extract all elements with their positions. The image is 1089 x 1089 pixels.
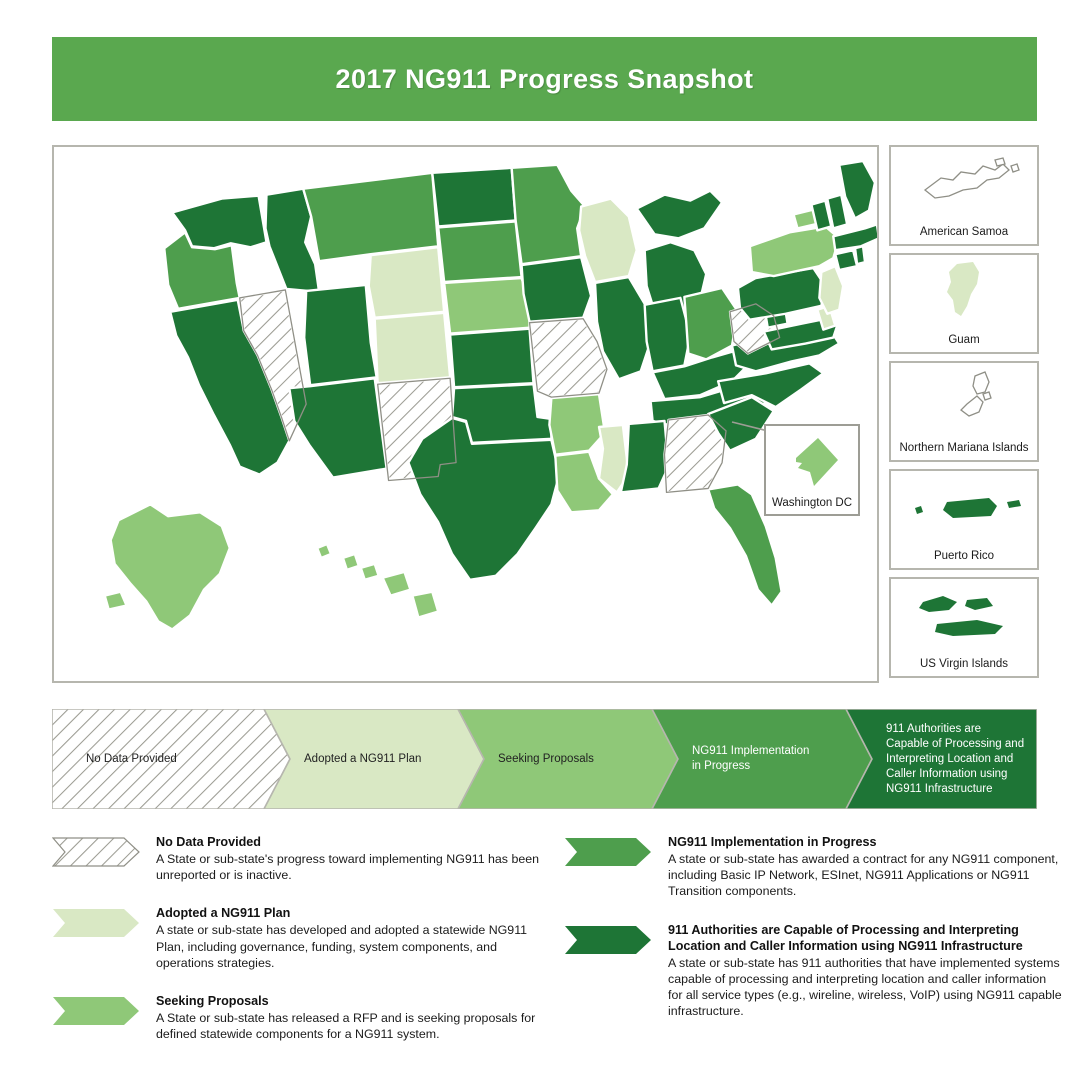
territory-island-shape	[919, 596, 957, 612]
territory-island-shape	[1007, 500, 1021, 508]
legend-swatch-shape	[565, 926, 651, 954]
state-ne	[444, 278, 529, 334]
legend-item	[564, 834, 1064, 900]
guam-shape-icon	[891, 258, 1041, 324]
territory-island-shape	[943, 498, 997, 518]
legend-description: A state or sub-state has developed and adopted a statewide NG911 Plan, including governance, funding, system components, and operations strategies.	[156, 923, 528, 970]
puerto-rico-shape-icon	[891, 474, 1041, 540]
legend-description: A State or sub-state's progress toward implementing NG911 has been unreported or is inactive.	[156, 852, 540, 883]
territory-label: Guam	[948, 333, 980, 346]
territory-inset-northern-mariana-islands	[889, 361, 1039, 462]
state-mo	[530, 319, 607, 397]
us-map-panel	[52, 145, 879, 683]
legend-text	[156, 905, 552, 971]
state-pa	[738, 268, 825, 320]
northern-mariana-shape-icon	[891, 366, 1041, 432]
legend-text	[156, 993, 552, 1042]
territory-label: Northern Mariana Islands	[899, 441, 1029, 454]
state-ak	[105, 504, 230, 629]
state-mn	[512, 165, 585, 264]
progress-segment-label-2	[304, 752, 480, 767]
legend-swatch-shape	[53, 997, 139, 1025]
progress-segment-label-line: NG911 Implementation	[692, 745, 810, 757]
state-ks	[450, 329, 533, 388]
american-samoa-shape-icon	[891, 150, 1041, 216]
state-sd	[438, 221, 521, 282]
state-ma	[833, 224, 877, 250]
territory-label: Puerto Rico	[933, 549, 995, 562]
legend-item	[52, 905, 552, 971]
legend-swatch-no-data	[52, 837, 140, 867]
territory-island-shape	[1011, 164, 1019, 172]
state-nj	[819, 266, 843, 314]
legend-title: Seeking Proposals	[156, 994, 269, 1009]
legend-column-left	[52, 834, 552, 1064]
dc-shape-icon	[788, 436, 840, 488]
legend-title: Adopted a NG911 Plan	[156, 906, 291, 921]
territory-island-shape	[935, 620, 1003, 636]
territory-island-shape	[995, 158, 1005, 166]
us-choropleth-map	[54, 147, 877, 681]
territory-island-shape	[965, 598, 993, 610]
state-tx	[408, 418, 559, 580]
legend-swatch-shape	[53, 838, 139, 866]
progress-stage-bar	[52, 709, 1037, 809]
state-hi	[317, 544, 438, 617]
territory-island-shape	[947, 262, 979, 316]
legend-title: 911 Authorities are Capable of Processing and Interpreting Location and Caller Information using NG911 Infrastructure	[668, 922, 1023, 953]
legend-swatch-shape	[565, 838, 651, 866]
legend-swatch-shape	[53, 909, 139, 937]
territory-island-shape	[973, 372, 989, 394]
dc-callout-label: Washington DC	[771, 497, 853, 509]
state-ia	[522, 257, 591, 322]
progress-segment-label-3	[498, 752, 674, 767]
state-oh	[684, 288, 738, 359]
territory-inset-us-virgin-islands	[889, 577, 1039, 678]
territory-label: American Samoa	[919, 225, 1009, 238]
legend-description: A state or sub-state has awarded a contract for any NG911 component, including Basic IP Network, ESInet, NG911 Applications or NG911 Transition components.	[668, 852, 1059, 899]
state-co	[375, 313, 450, 383]
legend-title: NG911 Implementation in Progress	[668, 835, 877, 849]
legend-title: No Data Provided	[156, 835, 261, 849]
territory-label: US Virgin Islands	[920, 657, 1008, 670]
legend-item	[564, 922, 1064, 1020]
legend-text	[156, 834, 552, 883]
state-wi	[579, 199, 637, 282]
legend-column-right	[564, 834, 1064, 1041]
territory-inset-guam	[889, 253, 1039, 354]
state-al	[621, 421, 669, 492]
legend-description: A State or sub-state has released a RFP and is seeking proposals for defined statewide components for a NG911 system.	[156, 1011, 536, 1042]
progress-segment-label-line: Caller Information using	[886, 768, 1008, 780]
progress-segment-label-line: Interpreting Location and	[886, 753, 1014, 765]
state-ri	[855, 246, 865, 264]
legend-swatch-seeking-proposals	[52, 996, 140, 1026]
state-in	[645, 298, 691, 371]
territory-inset-american-samoa	[889, 145, 1039, 246]
territory-island-shape	[961, 396, 983, 416]
legend-text	[668, 922, 1064, 1020]
progress-segment-label-line: 911 Authorities are	[886, 723, 982, 735]
state-ut	[304, 285, 376, 385]
state-nd	[432, 168, 515, 227]
territory-island-shape	[915, 506, 923, 514]
progress-segment-label-1	[86, 752, 306, 767]
progress-segment-label-line: No Data Provided	[86, 753, 177, 765]
territory-island-shape	[983, 392, 991, 400]
title-banner	[52, 37, 1037, 121]
page-title: 2017 NG911 Progress Snapshot	[335, 63, 754, 94]
progress-segment-label-4	[692, 744, 868, 774]
state-wy	[369, 247, 444, 317]
state-ct	[835, 250, 857, 270]
progress-segment-label-line: in Progress	[692, 760, 751, 772]
legend-swatch-implementation	[564, 837, 652, 867]
legend-item	[52, 993, 552, 1042]
territory-inset-puerto-rico	[889, 469, 1039, 570]
progress-segment-label-line: Adopted a NG911 Plan	[304, 753, 422, 765]
state-ar	[549, 394, 605, 455]
progress-segment-label-line: NG911 Infrastructure	[886, 783, 993, 795]
progress-segment-label-5	[886, 722, 1033, 797]
state-mt	[303, 173, 438, 261]
progress-segment-label-line: Seeking Proposals	[498, 753, 594, 765]
legend-description: A state or sub-state has 911 authorities that have implemented systems capable of processing and interpreting location and caller information for all service types (e.g., wireline, wireless, VoIP) using NG911 capable infrastructure.	[668, 955, 1062, 1019]
territory-island-shape	[925, 164, 1009, 198]
legend-text	[668, 834, 1064, 900]
legend-item	[52, 834, 552, 883]
legend-swatch-capable	[564, 925, 652, 955]
legend-swatch-adopted-plan	[52, 908, 140, 938]
progress-segment-label-line: Capable of Processing and	[886, 738, 1025, 750]
washington-dc-callout	[764, 424, 860, 516]
us-virgin-islands-shape-icon	[891, 582, 1041, 648]
